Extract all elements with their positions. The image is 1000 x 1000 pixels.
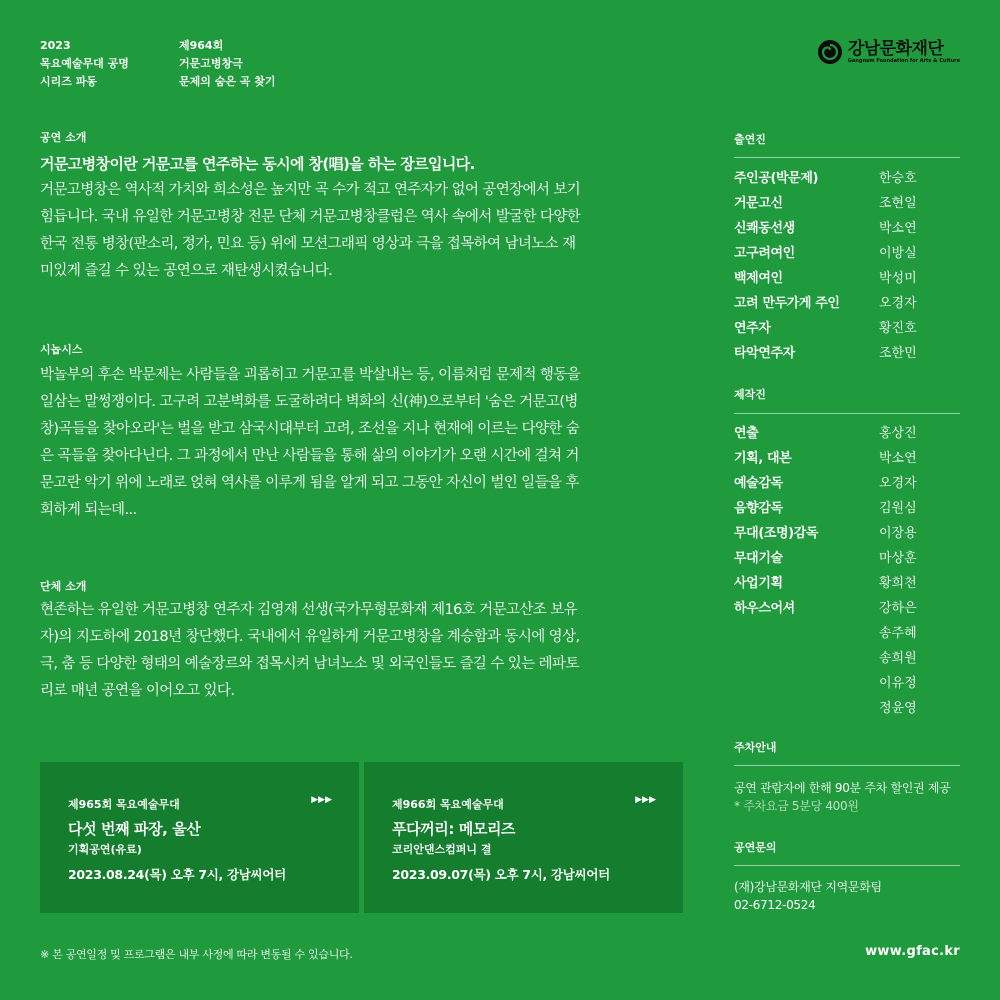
intro-line: 거문고병창은 역사적 가치와 희소성은 높지만 곡 수가 적고 연주자가 없어 공연장에서 보기	[40, 182, 581, 198]
synopsis-line: 문고란 악기 위에 노래로 얹혀 역사를 이루게 됨을 알게 되고 그동안 자신이 벌인 일들을 후	[40, 475, 579, 491]
crew-row	[734, 571, 960, 596]
cast-name: 조현일	[879, 196, 917, 211]
crew-list	[734, 421, 960, 721]
website-link[interactable]: www.gfac.kr	[865, 944, 960, 959]
crew-role: 하우스어셔	[734, 601, 795, 616]
cast-role: 신쾌동선생	[734, 221, 795, 236]
header-episode: 제964회	[179, 39, 224, 52]
card-date: 2023.09.07(목) 오후 7시, 강남씨어터	[392, 867, 610, 882]
intro-line: 미있게 즐길 수 있는 공연으로 재탄생시켰습니다.	[40, 263, 333, 279]
foundation-logo[interactable]	[816, 38, 960, 66]
card-title: 푸다꺼리: 메모리즈	[392, 820, 516, 838]
crew-row	[734, 621, 960, 646]
cast-role: 백제여인	[734, 271, 783, 286]
cast-role: 거문고신	[734, 196, 783, 211]
cast-row	[734, 166, 960, 191]
contact-phone[interactable]: 02-6712-0524	[734, 898, 816, 912]
divider	[734, 765, 960, 766]
crew-name: 홍상진	[879, 426, 917, 441]
parking-info: 공연 관람자에 한해 90분 주차 할인권 제공	[734, 781, 951, 795]
cast-name: 박성미	[879, 271, 917, 286]
parking-label: 주차안내	[734, 741, 777, 754]
spiral-logo-icon	[816, 38, 844, 66]
crew-row	[734, 446, 960, 471]
cast-name: 한승호	[879, 171, 917, 186]
crew-name: 마상훈	[879, 551, 917, 566]
cast-row	[734, 191, 960, 216]
cast-name: 오경자	[879, 296, 917, 311]
crew-label: 제작진	[734, 388, 766, 401]
divider	[734, 157, 960, 158]
crew-row	[734, 596, 960, 621]
arrow-icon: ▶▶▶	[635, 795, 656, 805]
crew-row	[734, 546, 960, 571]
crew-role: 무대기술	[734, 551, 783, 566]
intro-body	[40, 177, 580, 285]
header-series-name: 목요예술무대 공명	[40, 57, 129, 70]
crew-name: 송주혜	[879, 626, 917, 641]
header-genre: 거문고병창극	[179, 57, 243, 70]
cast-role: 타악연주자	[734, 346, 795, 361]
synopsis-body	[40, 362, 580, 524]
crew-role: 기획, 대본	[734, 451, 792, 466]
card-date: 2023.08.24(목) 오후 7시, 강남씨어터	[68, 867, 286, 882]
crew-name: 이장용	[879, 526, 917, 541]
crew-name: 박소연	[879, 451, 917, 466]
group-line: 리로 매년 공연을 이어오고 있다.	[40, 683, 235, 699]
synopsis-line: 회하게 되는데...	[40, 502, 137, 518]
contact-label: 공연문의	[734, 841, 777, 854]
card-title: 다섯 번째 파장, 울산	[68, 820, 201, 838]
header-series-sub: 시리즈 파동	[40, 75, 97, 88]
cast-list	[734, 166, 960, 366]
crew-name: 강하은	[879, 601, 917, 616]
synopsis-label: 시놉시스	[40, 343, 83, 356]
contact-team: (재)강남문화재단 지역문화팀	[734, 880, 882, 894]
logo-subtitle: Gangnam Foundation for Arts & Culture	[847, 57, 960, 64]
cast-role: 연주자	[734, 321, 771, 336]
group-line: 현존하는 유일한 거문고병창 연주자 김영재 선생(국가무형문화재 제16호 거문고산조 보유	[40, 602, 578, 618]
header-series-info	[40, 37, 129, 91]
cast-row	[734, 266, 960, 291]
header-year: 2023	[40, 39, 71, 52]
logo-name: 강남문화재단	[847, 38, 944, 59]
parking-fee: * 주차요금 5분당 400원	[734, 799, 859, 813]
crew-row	[734, 671, 960, 696]
cast-row	[734, 341, 960, 366]
cast-label: 출연진	[734, 133, 766, 146]
group-label: 단체 소개	[40, 580, 87, 593]
crew-row	[734, 496, 960, 521]
cast-row	[734, 291, 960, 316]
group-body	[40, 597, 580, 705]
cast-role: 고려 만두가게 주인	[734, 296, 840, 311]
crew-name: 송희원	[879, 651, 917, 666]
card-episode: 제965회 목요예술무대	[68, 798, 180, 811]
crew-row	[734, 521, 960, 546]
group-line: 극, 춤 등 다양한 형태의 예술장르와 접목시켜 남녀노소 및 외국인들도 즐길 수 있는 레파토	[40, 656, 579, 672]
crew-name: 이유정	[879, 676, 917, 691]
crew-role: 음향감독	[734, 501, 783, 516]
crew-role: 무대(조명)감독	[734, 526, 819, 541]
cast-row	[734, 316, 960, 341]
cast-role: 고구려여인	[734, 246, 795, 261]
divider	[734, 865, 960, 866]
cast-name: 조한민	[879, 346, 917, 361]
crew-role: 연출	[734, 426, 759, 441]
header-show-info	[179, 37, 276, 91]
crew-name: 황희천	[879, 576, 917, 591]
card-episode: 제966회 목요예술무대	[392, 798, 504, 811]
cast-role: 주인공(박문제)	[734, 171, 819, 186]
cast-row	[734, 216, 960, 241]
intro-lead: 거문고병창이란 거문고를 연주하는 동시에 창(唱)을 하는 장르입니다.	[40, 155, 475, 173]
divider	[734, 413, 960, 414]
synopsis-line: 일삼는 말썽쟁이다. 고구려 고분벽화를 도굴하려다 벽화의 신(神)으로부터 '숨은 거문고(병	[40, 394, 578, 410]
synopsis-line: 창)곡들을 찾아오라'는 벌을 받고 삼국시대부터 고려, 조선을 지나 현재에 이르는 다양한 숨	[40, 421, 580, 437]
card-organizer: 기획공연(유료)	[68, 843, 142, 856]
footer-notice: ※ 본 공연일정 및 프로그램은 내부 사정에 따라 변동될 수 있습니다.	[40, 948, 353, 961]
synopsis-line: 박놀부의 후손 박문제는 사람들을 괴롭히고 거문고를 박살내는 등, 이름처럼 문제적 행동을	[40, 367, 581, 383]
crew-role: 사업기획	[734, 576, 783, 591]
crew-row	[734, 471, 960, 496]
card-organizer: 코리안댄스컴퍼니 결	[392, 843, 492, 856]
synopsis-line: 은 곡들을 찾아다닌다. 그 과정에서 만난 사람들을 통해 삶의 이야기가 오랜 시간에 걸쳐 거	[40, 448, 579, 464]
crew-row	[734, 696, 960, 721]
next-show-card[interactable]	[364, 762, 683, 913]
crew-name: 정윤영	[879, 701, 917, 716]
crew-name: 김원심	[879, 501, 917, 516]
intro-line: 한국 전통 병창(판소리, 정가, 민요 등) 위에 모션그래픽 영상과 극을 접목하여 남녀노소 재	[40, 236, 576, 252]
crew-role: 예술감독	[734, 476, 783, 491]
crew-row	[734, 646, 960, 671]
group-line: 자)의 지도하에 2018년 창단했다. 국내에서 유일하게 거문고병창을 계승함과 동시에 영상,	[40, 629, 580, 645]
next-show-card[interactable]	[40, 762, 359, 913]
crew-name: 오경자	[879, 476, 917, 491]
cast-row	[734, 241, 960, 266]
header-show-title: 문제의 숨은 곡 찾기	[179, 75, 276, 88]
arrow-icon: ▶▶▶	[311, 795, 332, 805]
intro-line: 힘듭니다. 국내 유일한 거문고병창 전문 단체 거문고병창클럽은 역사 속에서 발굴한 다양한	[40, 209, 581, 225]
crew-row	[734, 421, 960, 446]
cast-name: 황진호	[879, 321, 917, 336]
intro-label: 공연 소개	[40, 131, 87, 144]
cast-name: 박소연	[879, 221, 917, 236]
cast-name: 이방실	[879, 246, 917, 261]
